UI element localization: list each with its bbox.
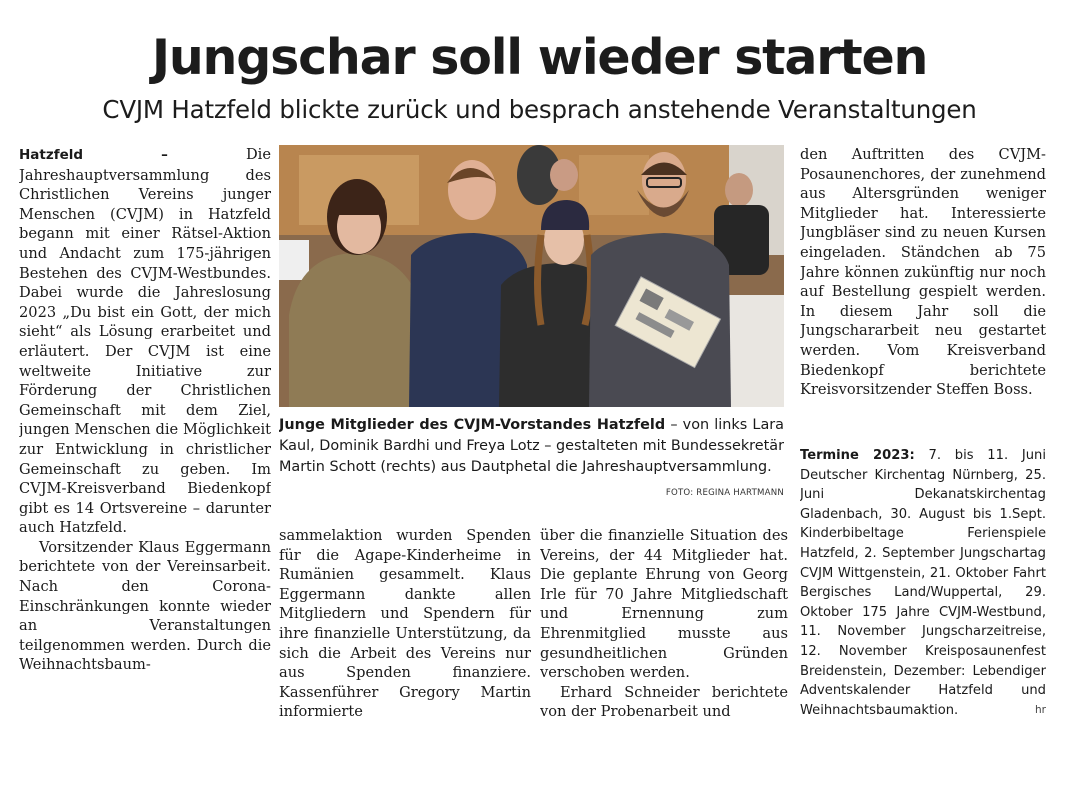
- headline: Jungschar soll wieder starten: [151, 29, 928, 86]
- paragraph-probenarbeit: Erhard Schneider berichtete von der Probenarbeit und: [540, 683, 788, 721]
- paragraph-spenden: sammelaktion wurden Spenden für die Agape-Kinderheime in Rumänien gesammelt. Klaus Eggermann dankte allen Mitgliedern und Spendern für ihre finanzielle Unterstützung, da sich die Arbeit des Vereins nur aus Spenden finanziere. Kassenführer Gregory Martin informierte: [279, 527, 531, 721]
- paragraph-vorsitzender: Vorsitzender Klaus Eggermann berichtete von der Vereinsarbeit. Nach den Corona-Einschränkungen konnte wieder an Veranstaltungen teilgenommen werden. Durch die Weihnachtsbaum-: [19, 538, 271, 674]
- article-column-3: [540, 526, 788, 736]
- paragraph-posaunenchor: den Auftritten des CVJM-Posaunenchores, der zunehmend aus Altersgründen weniger Mitglieder hat. Interessierte Jungbläser sind zu neuen Kursen eingeladen. Ständchen ab 75 Jahre können zukünftig nur noch auf Bestellung gespielt werden. In diesem Jahr soll die Jungschararbeit neu gestartet werden. Vom Kreisverband Biedenkopf berichtete Kreisvorsitzender Steffen Boss.: [800, 146, 1046, 399]
- photo-illustration: [279, 145, 784, 407]
- author-initials: hr: [1035, 703, 1046, 716]
- termine-text: 7. bis 11. Juni Deutscher Kirchentag Nürnberg, 25. Juni Dekanatskirchentag Gladenbach, 30. August bis 1.Sept. Kinderbibeltage Ferienspiele Hatzfeld, 2. September Jungschartag CVJM Wittgenstein, 21. Oktober Fahrt Bergisches Land/Wuppertal, 29. Oktober 175 Jahre CVJM-Westbund, 11. November Jungscharzeitreise, 12. November Kreisposaunenfest Breidenstein, Dezember: Lebendiger Adventskalender Hatzfeld und Weihnachtsbaumaktion.: [800, 448, 1046, 718]
- caption-text: – von links Lara Kaul, Dominik Bardhi und Freya Lotz – gestalteten mit Bundessekretär Martin Schott (rechts) aus Dautphetal die Jahreshauptversammlung.: [279, 417, 784, 475]
- article-column-4: [800, 145, 1046, 435]
- article-column-1: [19, 145, 271, 735]
- paragraph-intro-text: Die Jahreshauptversammlung des Christlichen Vereins junger Menschen (CVJM) in Hatzfeld begann mit einer Rätsel-Aktion und Andacht zum 175-jährigen Bestehen des CVJM-Westbundes. Dabei wurde die Jahreslosung 2023 „Du bist ein Gott, der mich sieht“ als Lösung erarbeitet und erläutert. Der CVJM ist eine weltweite Initiative zur Förderung der Christlichen Gemeinschaft mit dem Ziel, jungen Menschen die Möglichkeit zur Entwicklung in christlicher Gemeinschaft zu geben. Im CVJM-Kreisverband Biedenkopf gibt es 14 Ortsvereine – darunter auch Hatzfeld.: [19, 146, 271, 537]
- termine-box: [800, 446, 1046, 738]
- paragraph-finanzen: über die finanzielle Situation des Vereins, der 44 Mitglieder hat. Die geplante Ehrung von Georg Irle für 70 Jahre Mitgliedschaft und Ernennung zum Ehrenmitglied musste aus gesundheitlichen Gründen verschoben werden.: [540, 527, 788, 682]
- article-column-2: [279, 526, 531, 736]
- photo-credit: FOTO: REGINA HARTMANN: [665, 488, 784, 498]
- subheadline: CVJM Hatzfeld blickte zurück und besprach anstehende Veranstaltungen: [102, 95, 977, 124]
- paragraph-intro: [19, 145, 271, 538]
- group-photo: [279, 145, 784, 407]
- termine-label: Termine 2023:: [800, 448, 915, 463]
- dateline: Hatzfeld –: [19, 147, 168, 163]
- caption-bold: Junge Mitglieder des CVJM-Vorstandes Hatzfeld: [279, 417, 666, 433]
